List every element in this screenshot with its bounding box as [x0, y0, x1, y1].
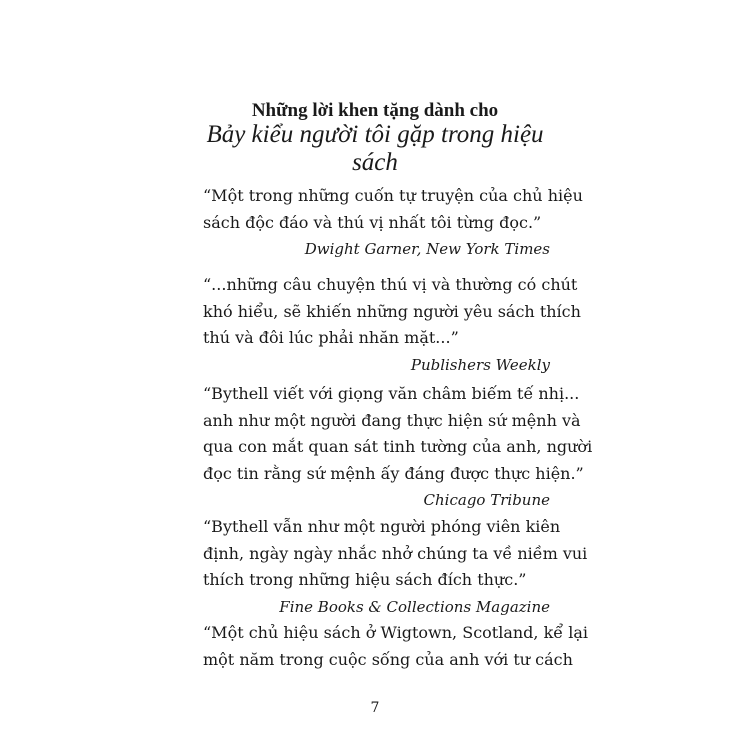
quote-source: Chicago Tribune — [423, 491, 550, 509]
quote-text — [203, 183, 583, 236]
quote-5 — [203, 620, 588, 673]
book-title: Bảy kiểu người tôi gặp trong hiệu sách — [206, 121, 544, 176]
quote-line: “Bythell vẫn như một người phóng viên kiên — [203, 517, 561, 536]
quote-text — [203, 381, 593, 487]
quote-line: một năm trong cuộc sống của anh với tư cách — [203, 649, 573, 669]
quote-source: Dwight Garner, New York Times — [304, 240, 550, 258]
quote-line: anh như một người đang thực hiện sứ mệnh và — [203, 410, 581, 430]
quote-text — [203, 620, 588, 673]
quote-line: “Một chủ hiệu sách ở Wigtown, Scotland, kể lại — [203, 623, 588, 642]
quote-line: “Một trong những cuốn tự truyện của chủ hiệu — [203, 186, 583, 205]
quote-2 — [203, 272, 581, 378]
quote-line: “...những câu chuyện thú vị và thường có chút — [203, 275, 578, 294]
quote-source: Publishers Weekly — [410, 355, 550, 374]
quote-3 — [203, 381, 593, 514]
praise-heading: Những lời khen tặng dành cho — [251, 100, 499, 121]
quote-line: thú và đôi lúc phải nhăn mặt...” — [203, 328, 459, 347]
quote-text — [203, 272, 581, 352]
quote-4 — [203, 514, 588, 620]
quote-1 — [203, 183, 583, 263]
quote-line: sách độc đáo và thú vị nhất tôi từng đọc.” — [203, 212, 542, 232]
quote-line: thích trong những hiệu sách đích thực.” — [203, 570, 527, 589]
quote-line: đọc tin rằng sứ mệnh ấy đáng được thực hiện.” — [203, 463, 584, 483]
page-number: 7 — [370, 700, 380, 716]
quote-line: qua con mắt quan sát tinh tường của anh, người — [203, 437, 593, 456]
quote-line: khó hiểu, sẽ khiến những người yêu sách thích — [203, 301, 581, 321]
quote-source: Fine Books & Collections Magazine — [279, 597, 550, 616]
quote-text — [203, 514, 588, 594]
quote-line: “Bythell viết với giọng văn châm biếm tế nhị... — [203, 384, 580, 403]
quote-line: định, ngày ngày nhắc nhở chúng ta về niềm vui — [203, 543, 588, 563]
